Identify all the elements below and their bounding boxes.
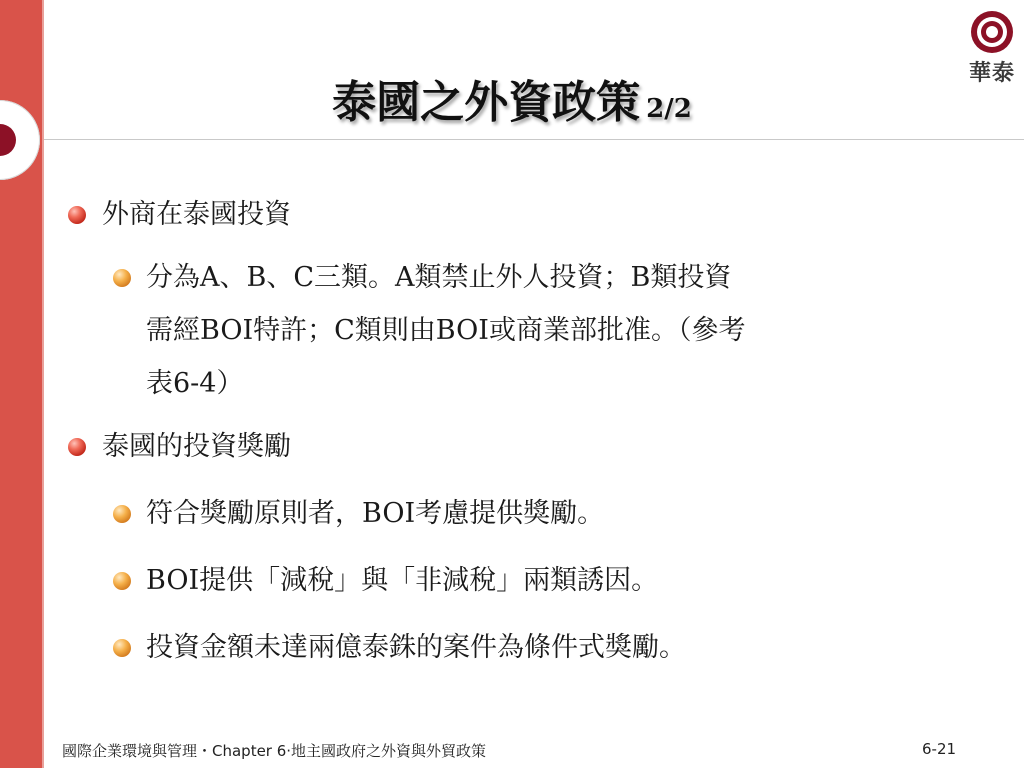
bullet-level2-icon <box>113 639 131 657</box>
bullet-level1-icon <box>68 206 86 224</box>
bullet-text-level1: 外商在泰國投資 <box>102 199 291 230</box>
logo-text: 華泰 <box>968 61 1015 86</box>
slide-title-suffix: 2/2 <box>646 94 692 124</box>
slide-title-main: 泰國之外資政策 <box>332 77 641 128</box>
bullet-text-level2: 表6-4） <box>146 368 244 399</box>
bullet-text-level2: 符合獎勵原則者，BOI考慮提供獎勵。 <box>146 498 605 529</box>
bullet-level2-icon <box>113 505 131 523</box>
bullet-level2-icon <box>113 269 131 287</box>
bullet-text-level2: 投資金額未達兩億泰銖的案件為條件式獎勵。 <box>146 632 686 663</box>
bullet-text-level2: BOI提供「減稅」與「非減稅」兩類誘因。 <box>146 565 659 596</box>
bullet-text-level1: 泰國的投資獎勵 <box>102 431 291 462</box>
footer-course-title: 國際企業環境與管理・Chapter 6‧地主國政府之外資與外貿政策 <box>62 742 487 760</box>
bullet-level2-icon <box>113 572 131 590</box>
bullet-text-level2: 需經BOI特許；C類則由BOI或商業部批准。（參考 <box>146 315 746 346</box>
bullet-text-level2: 分為A、B、C三類。A類禁止外人投資；B類投資 <box>146 262 732 293</box>
bullet-level1-icon <box>68 438 86 456</box>
footer-page-number: 6-21 <box>922 740 957 758</box>
